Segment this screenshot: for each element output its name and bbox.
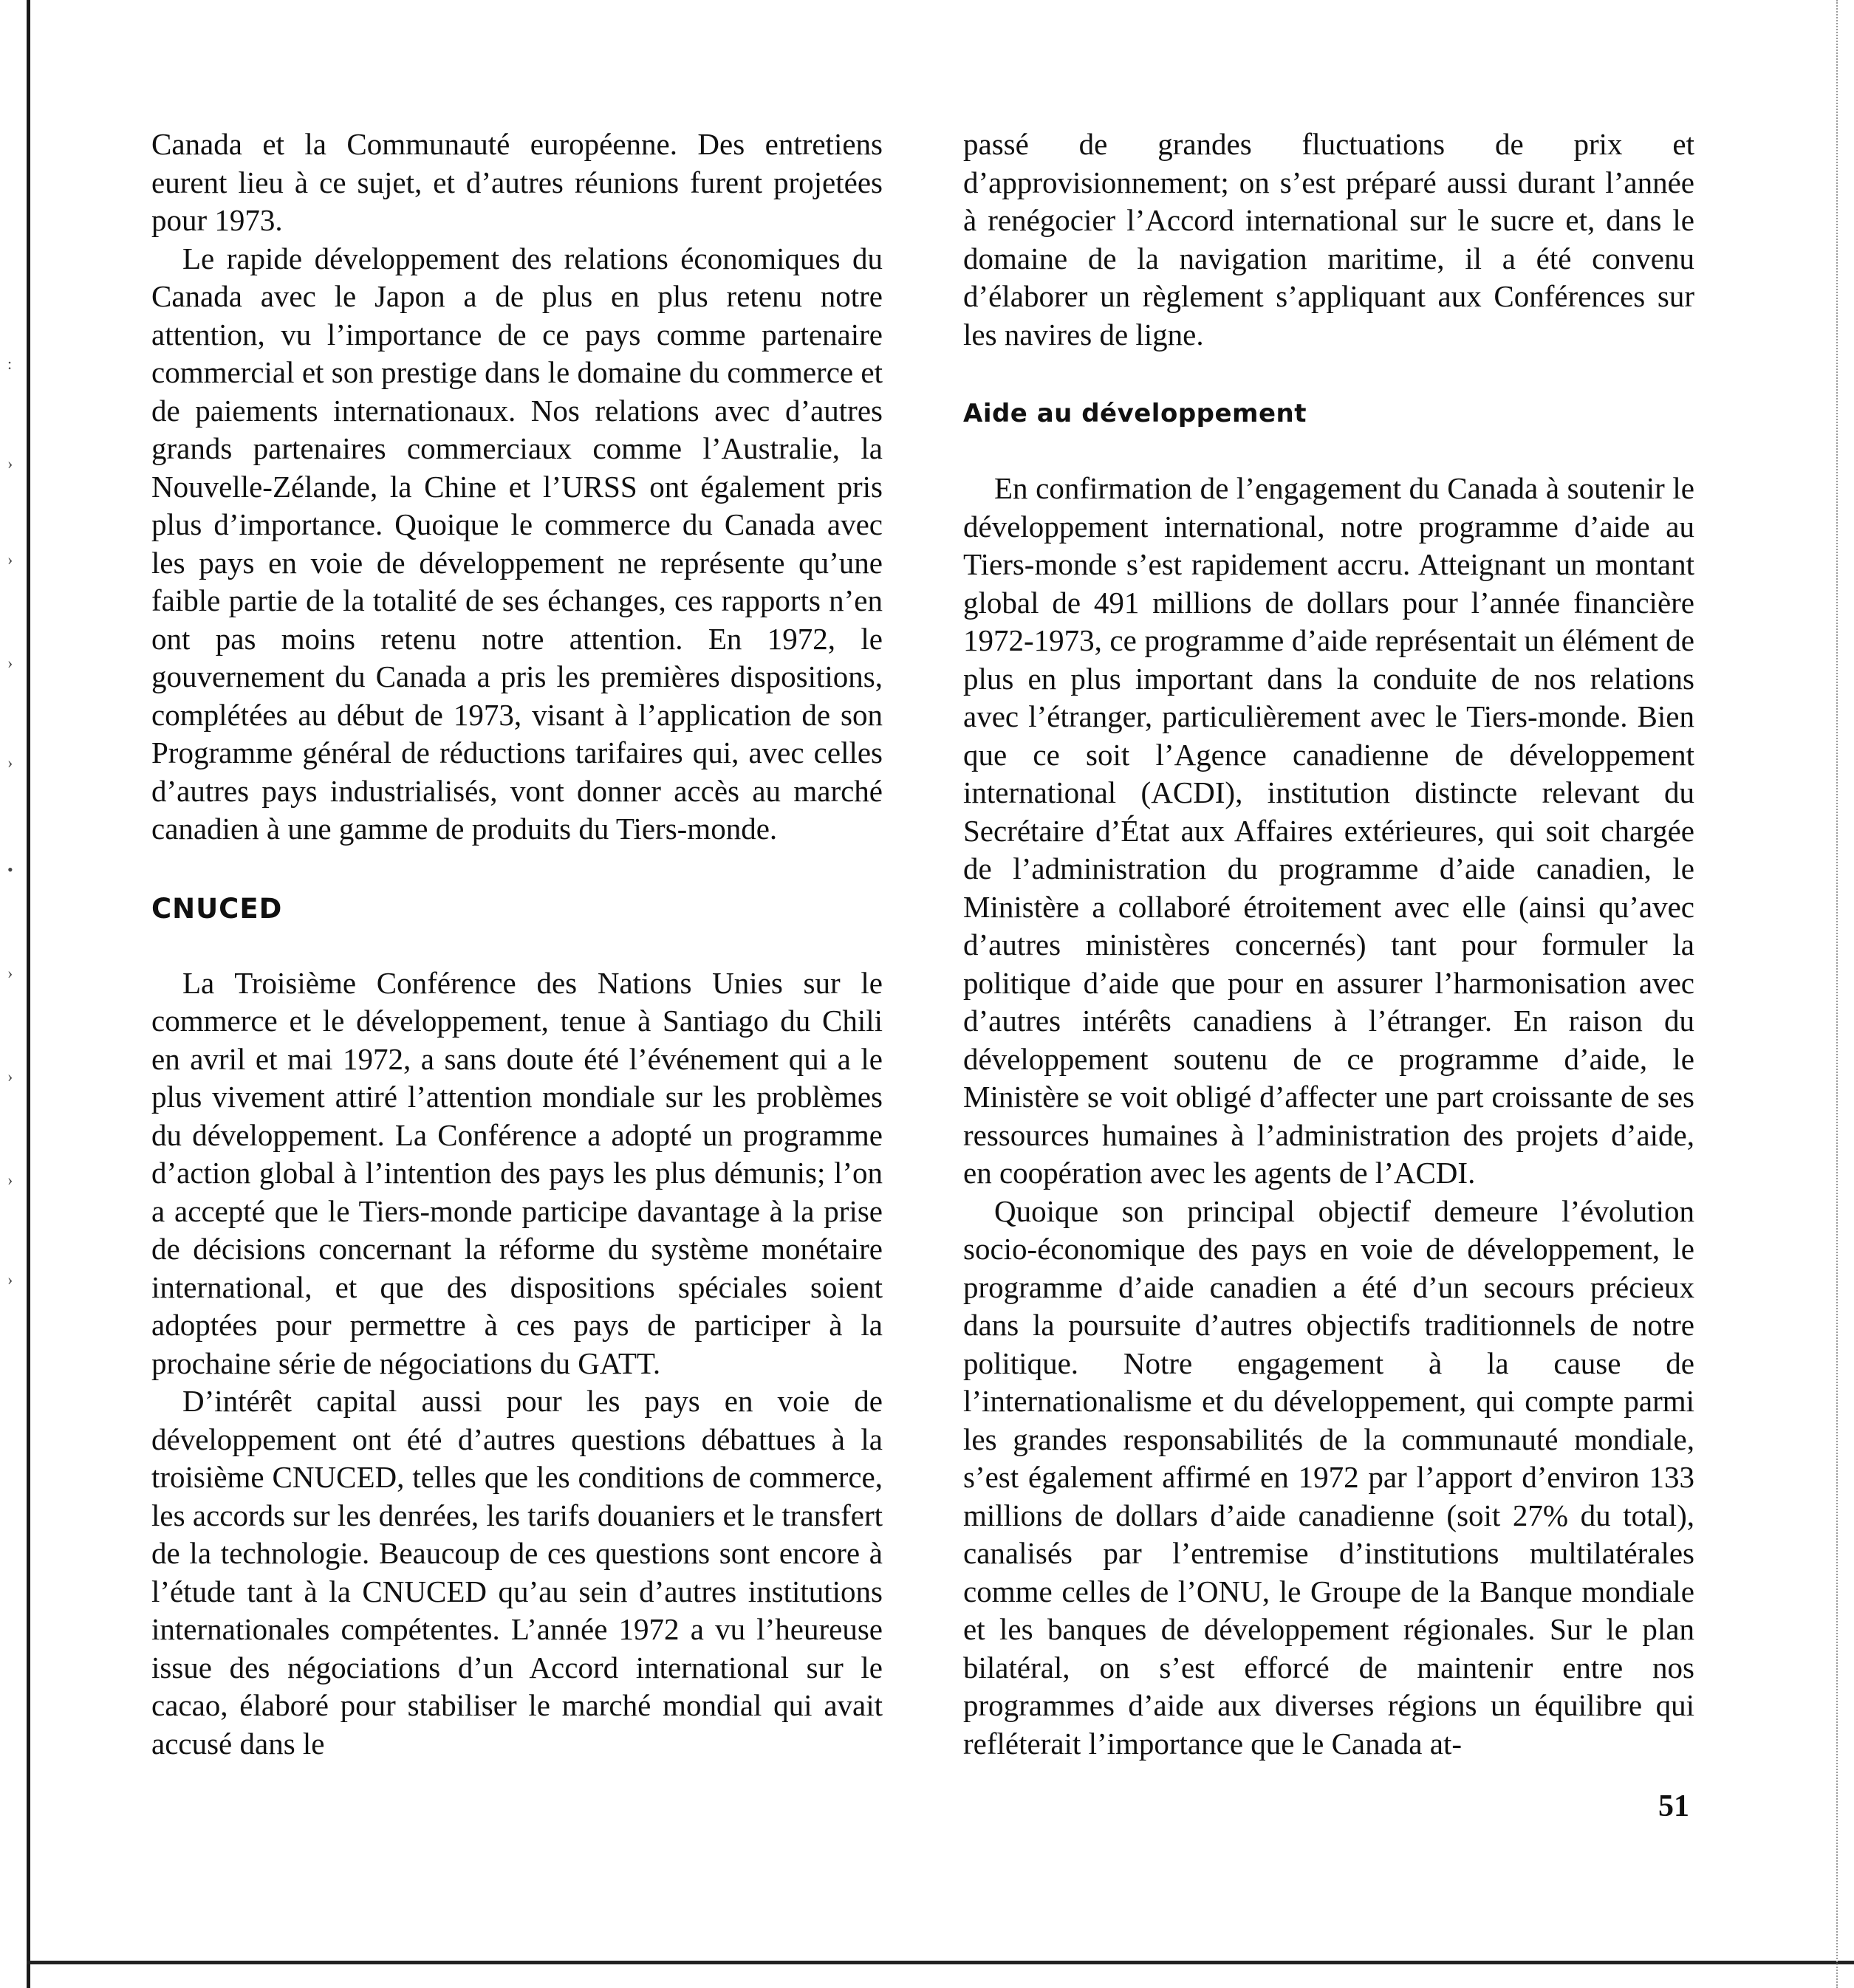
margin-binding-marks: : › › › › • › › › › — [7, 354, 13, 1289]
left-column — [151, 126, 883, 1763]
section-heading-aide: Aide au développement — [963, 399, 1307, 428]
left-paragraph-3: La Troisième Conférence des Nations Unies sur le commerce et le développement, tenue à Santiago du Chili en avril et mai 1972, a sans doute été l’événement qui a le plus vivement attiré l’attention mondiale sur les problèmes du développement. La Conférence a adopté un programme d’action global à l’intention des pays les plus démunis; l’on a accepté que le Tiers-monde participe davantage à la prise de décisions concernant la réforme du système monétaire international, et que des dispositions spéciales soient adoptées pour permettre à ces pays de participer à la prochaine série de négociations du GATT. — [151, 965, 883, 1380]
scan-right-edge — [1835, 0, 1838, 1988]
page-number: 51 — [1658, 1789, 1689, 1823]
left-paragraph-1: Canada et la Communauté européenne. Des entretiens eurent lieu à ce sujet, et d’autres réunions furent projetées pour 1973. — [151, 127, 883, 237]
left-paragraph-2: Le rapide développement des relations économiques du Canada avec le Japon a de plus en plus retenu notre attention, vu l’importance de ce pays comme partenaire commercial et son prestige dans le domaine du commerce et de paiements internationaux. Nos relations avec d’autres grands partenaires commerciaux comme l’Australie, la Nouvelle-Zélande, la Chine et l’URSS ont également pris plus d’importance. Quoique le commerce du Canada avec les pays en voie de développement ne représente qu’une faible partie de la totalité de ses échanges, ces rapports n’en ont pas moins retenu notre attention. En 1972, le gouvernement du Canada a pris les premières dispositions, complétées au début de 1973, visant à l’application de son Programme général de réductions tarifaires qui, avec celles d’autres pays industrialisés, vont donner accès au marché canadien à une gamme de produits du Tiers-monde. — [151, 241, 883, 846]
section-heading-cnuced: CNUCED — [151, 892, 283, 925]
left-paragraph-4: D’intérêt capital aussi pour les pays en voie de développement ont été d’autres questions débattues à la troisième CNUCED, telles que les conditions de commerce, les accords sur les denrées, les tarifs douaniers et le transfert de la technologie. Beaucoup de ces questions sont encore à l’étude tant à la CNUCED qu’au sein d’autres institutions internationales compétentes. L’année 1972 a vu l’heureuse issue des négociations d’un Accord international sur le cacao, élaboré pour stabiliser le marché mondial qui avait accusé dans le — [151, 1384, 883, 1761]
scan-bottom-edge — [27, 1961, 1854, 1964]
right-paragraph-1: passé de grandes fluctuations de prix et d’approvisionnement; on s’est préparé aussi durant l’année à renégocier l’Accord international sur le sucre et, dans le domaine de la navigation maritime, il a été convenu d’élaborer un règlement s’appliquant aux Conférences sur les navires de ligne. — [963, 127, 1694, 352]
right-column — [963, 126, 1694, 1763]
right-paragraph-3: Quoique son principal objectif demeure l’évolution socio-économique des pays en voie de développement, le programme d’aide canadien a été d’un secours précieux dans la poursuite d’autres objectifs traditionnels de notre politique. Notre engagement à la cause de l’internationalisme et du développement, qui compte parmi les grandes responsabilités de la communauté mondiale, s’est également affirmé en 1972 par l’apport d’environ 133 millions de dollars d’aide canadienne (soit 27% du total), canalisés par l’entremise d’institutions multilatérales comme celles de l’ONU, le Groupe de la Banque mondiale et les banques de développement régionales. Sur le plan bilatéral, on s’est efforcé de maintenir entre nos programmes d’aide aux diverses régions un équilibre qui refléterait l’importance que le Canada at- — [963, 1193, 1694, 1761]
right-paragraph-2: En confirmation de l’engagement du Canada à soutenir le développement international, notre programme d’aide au Tiers-monde s’est rapidement accru. Atteignant un montant global de 491 millions de dollars pour l’année financière 1972-1973, ce programme d’aide représentait un élément de plus en plus important dans la conduite de nos relations avec l’étranger, particulièrement avec le Tiers-monde. Bien que ce soit l’Agence canadienne de développement international (ACDI), institution distincte relevant du Secrétaire d’État aux Affaires extérieures, qui soit chargée de l’administration du programme d’aide canadien, le Ministère a collaboré étroitement avec elle (ainsi qu’avec d’autres ministères concernés) tant pour formuler la politique d’aide que pour en assurer l’harmonisation avec d’autres intérêts canadiens à l’étranger. En raison du développement soutenu de ce programme d’aide, le Ministère se voit obligé d’affecter une part croissante de ses ressources humaines à l’administration des projets d’aide, en coopération avec les agents de l’ACDI. — [963, 471, 1694, 1190]
scan-left-edge — [27, 0, 30, 1988]
